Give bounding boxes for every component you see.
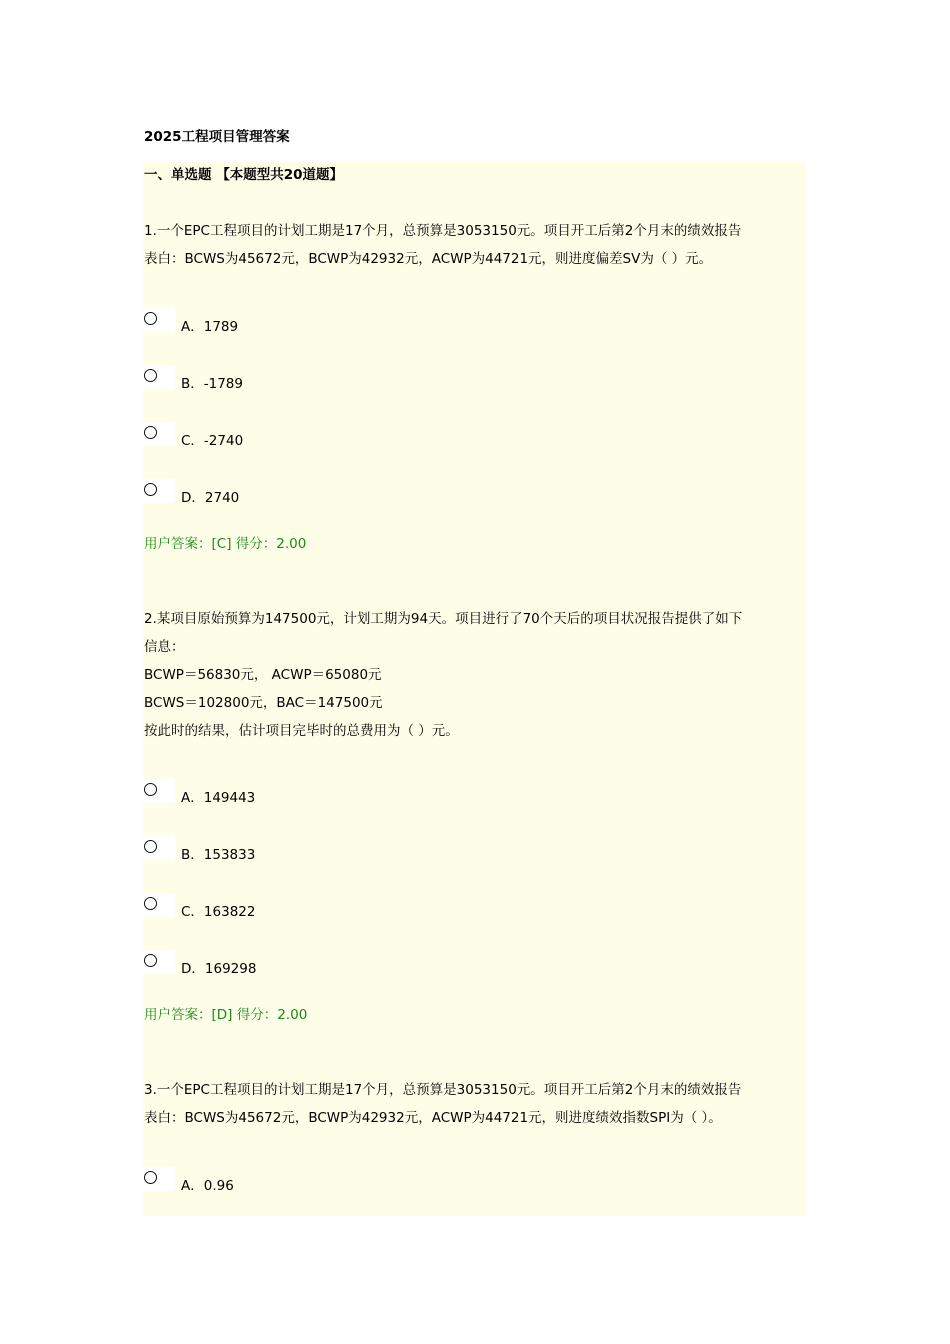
question-1-option-c-radio[interactable] — [143, 422, 175, 446]
question-2-option-c-radio[interactable] — [143, 893, 175, 917]
question-1-option-a-label: A．1789 — [181, 319, 239, 335]
question-2-stem-line-2: 信息： — [144, 639, 185, 655]
question-3-stem-line-1: 3.一个EPC工程项目的计划工期是17个月，总预算是3053150元。项目开工后第2个月末的绩效报告 — [144, 1082, 742, 1098]
radio-circle-icon — [144, 783, 157, 796]
section-header: 一、单选题 【本题型共20道题】 — [144, 167, 343, 183]
question-1-user-answer: 用户答案：[C] 得分：2.00 — [144, 536, 307, 552]
radio-circle-icon — [144, 840, 157, 853]
question-2-option-d-label: D．169298 — [181, 961, 257, 977]
question-2-option-a-label: A．149443 — [181, 790, 256, 806]
question-panel — [143, 162, 806, 1216]
radio-circle-icon — [144, 897, 157, 910]
question-1-option-d-radio[interactable] — [143, 479, 175, 503]
question-2-option-b-label: B．153833 — [181, 847, 256, 863]
question-2-stem-line-4: BCWS＝102800元，BAC＝147500元 — [144, 695, 383, 711]
radio-circle-icon — [144, 369, 157, 382]
question-1-stem-line-2: 表白：BCWS为45672元，BCWP为42932元，ACWP为44721元，则进度偏差SV为（ ）元。 — [144, 251, 713, 267]
question-1-option-c-label: C．-2740 — [181, 433, 244, 449]
question-3-stem-line-2: 表白：BCWS为45672元，BCWP为42932元，ACWP为44721元，则进度绩效指数SPI为（ ）。 — [144, 1110, 722, 1126]
radio-circle-icon — [144, 312, 157, 325]
question-2-option-a-radio[interactable] — [143, 779, 175, 803]
question-2-option-c-label: C．163822 — [181, 904, 256, 920]
question-2-stem-line-1: 2.某项目原始预算为147500元，计划工期为94天。项目进行了70个天后的项目状况报告提供了如下 — [144, 611, 743, 627]
question-1-option-b-radio[interactable] — [143, 365, 175, 389]
radio-circle-icon — [144, 426, 157, 439]
question-2-stem-line-5: 按此时的结果，估计项目完毕时的总费用为（ ）元。 — [144, 723, 459, 739]
question-1-stem-line-1: 1.一个EPC工程项目的计划工期是17个月，总预算是3053150元。项目开工后第2个月末的绩效报告 — [144, 223, 742, 239]
question-3-option-a-label: A．0.96 — [181, 1178, 234, 1194]
question-1-option-b-label: B．-1789 — [181, 376, 243, 392]
radio-circle-icon — [144, 1171, 157, 1184]
question-2-stem-line-3: BCWP＝56830元， ACWP＝65080元 — [144, 667, 382, 683]
question-1-option-d-label: D．2740 — [181, 490, 240, 506]
question-3-option-a-radio[interactable] — [143, 1167, 175, 1191]
radio-circle-icon — [144, 954, 157, 967]
question-2-user-answer: 用户答案：[D] 得分：2.00 — [144, 1007, 308, 1023]
question-1-option-a-radio[interactable] — [143, 308, 175, 332]
radio-circle-icon — [144, 483, 157, 496]
question-2-option-d-radio[interactable] — [143, 950, 175, 974]
document-title: 2025工程项目管理答案 — [144, 129, 290, 145]
question-2-option-b-radio[interactable] — [143, 836, 175, 860]
